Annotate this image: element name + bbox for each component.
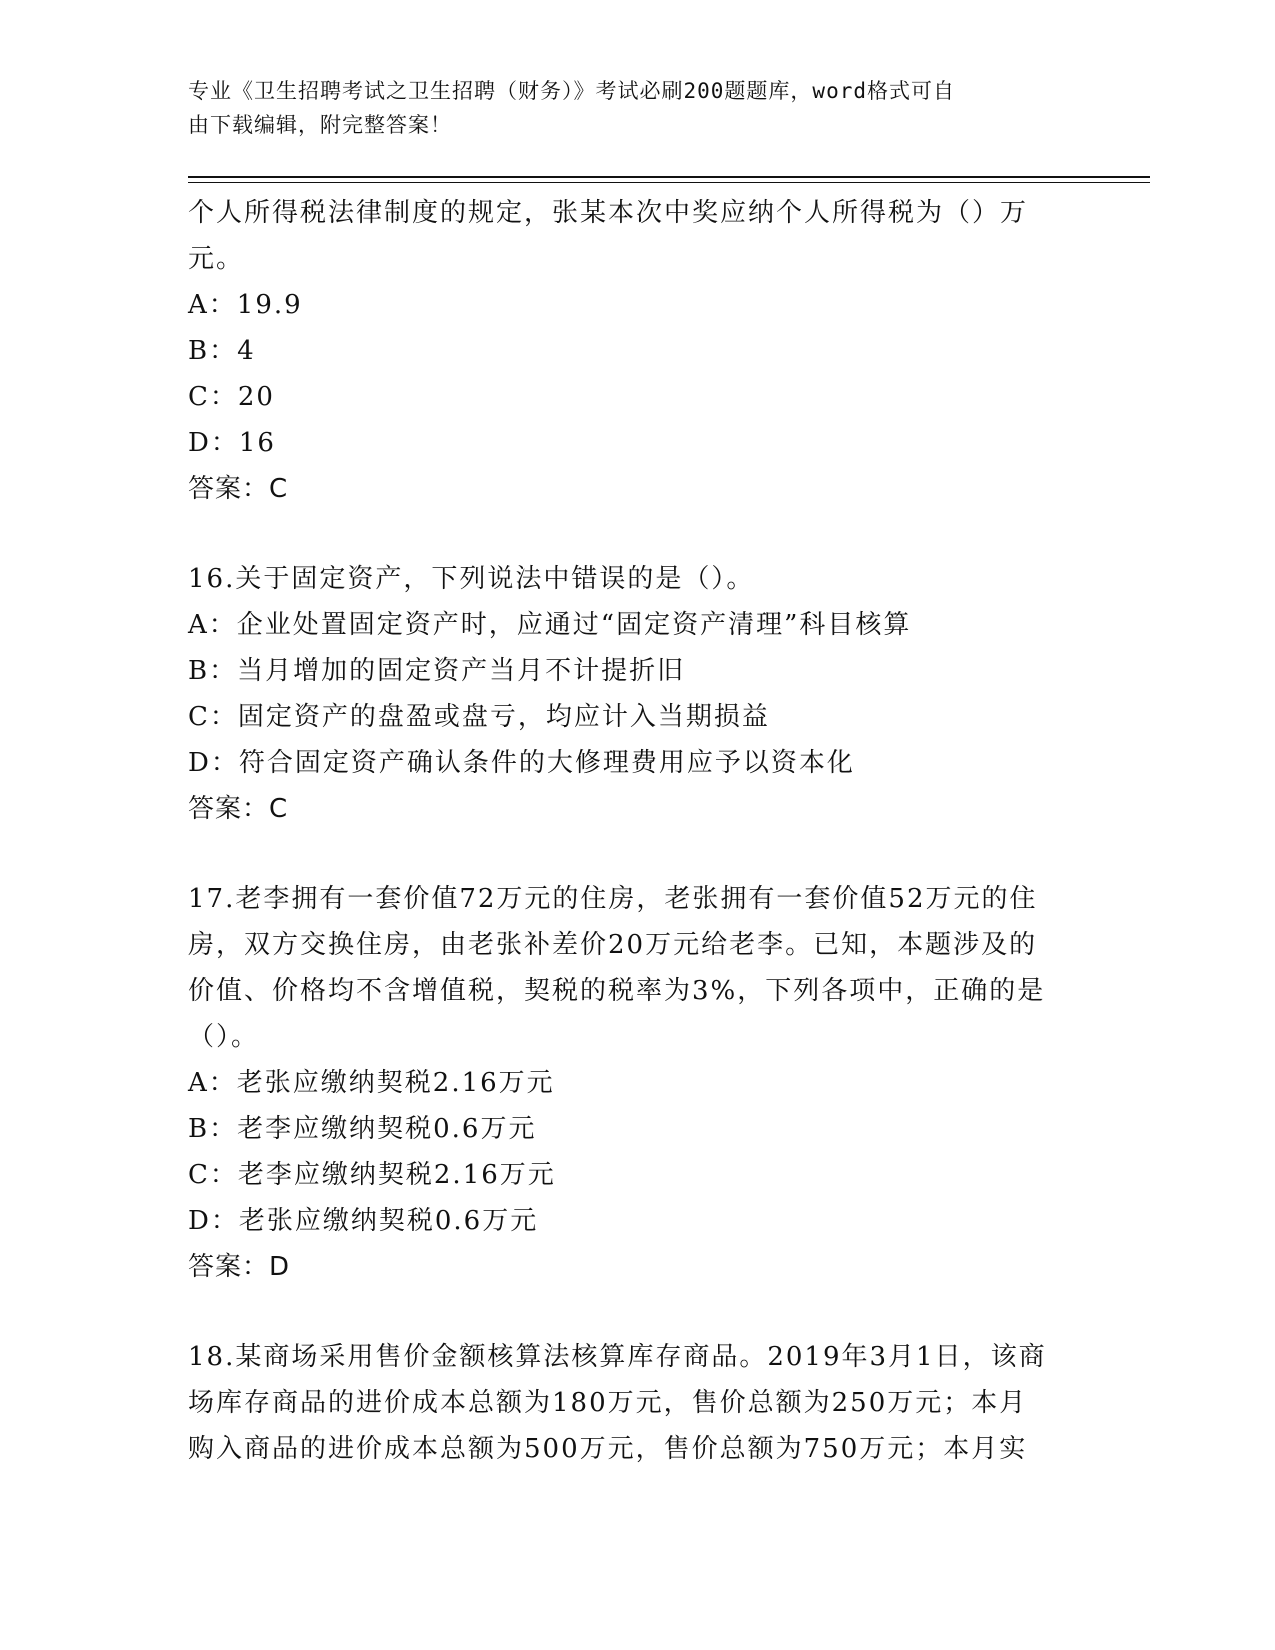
question-text-line: 场库存商品的进价成本总额为180万元，售价总额为250万元；本月 bbox=[188, 1388, 1028, 1418]
option-c: C：老李应缴纳契税2.16万元 bbox=[188, 1160, 556, 1190]
answer-line: 答案：D bbox=[188, 1252, 291, 1282]
header-divider-thin bbox=[188, 182, 1150, 183]
answer-line: 答案：C bbox=[188, 794, 289, 824]
question-text-line: 16.关于固定资产，下列说法中错误的是（）。 bbox=[188, 564, 755, 594]
question-text-line: 购入商品的进价成本总额为500万元，售价总额为750万元；本月实 bbox=[188, 1434, 1028, 1464]
option-a: A：老张应缴纳契税2.16万元 bbox=[188, 1068, 555, 1098]
option-a: A：19.9 bbox=[188, 290, 303, 320]
option-c: C：20 bbox=[188, 382, 275, 412]
question-text-line: （）。 bbox=[188, 1022, 260, 1052]
question-spacer bbox=[188, 512, 1088, 556]
question-text-line: 17.老李拥有一套价值72万元的住房，老张拥有一套价值52万元的住 bbox=[188, 884, 1038, 914]
question-16 bbox=[188, 556, 1088, 832]
answer-line: 答案：C bbox=[188, 474, 289, 504]
document-header bbox=[188, 74, 1088, 142]
option-b: B：4 bbox=[188, 336, 256, 366]
question-text-line: 18.某商场采用售价金额核算法核算库存商品。2019年3月1日，该商 bbox=[188, 1342, 1047, 1372]
option-b: B：当月增加的固定资产当月不计提折旧 bbox=[188, 656, 686, 686]
question-text-line: 个人所得税法律制度的规定，张某本次中奖应纳个人所得税为（）万 bbox=[188, 198, 1029, 228]
question-15-tail bbox=[188, 190, 1088, 512]
header-line-2: 由下载编辑，附完整答案！ bbox=[188, 113, 452, 137]
question-spacer bbox=[188, 832, 1088, 876]
header-divider-thick bbox=[188, 176, 1150, 178]
question-text-line: 元。 bbox=[188, 244, 245, 274]
option-d: D：16 bbox=[188, 428, 276, 458]
header-line-1: 专业《卫生招聘考试之卫生招聘（财务）》考试必刷200题题库，word格式可自 bbox=[188, 79, 955, 103]
question-content bbox=[188, 190, 1088, 1472]
question-18 bbox=[188, 1334, 1088, 1472]
option-a: A：企业处置固定资产时，应通过“固定资产清理”科目核算 bbox=[188, 610, 912, 640]
question-17 bbox=[188, 876, 1088, 1290]
option-c: C：固定资产的盘盈或盘亏，均应计入当期损益 bbox=[188, 702, 770, 732]
question-text-line: 价值、价格均不含增值税，契税的税率为3%，下列各项中，正确的是 bbox=[188, 976, 1046, 1006]
option-d: D：符合固定资产确认条件的大修理费用应予以资本化 bbox=[188, 748, 855, 778]
question-text-line: 房，双方交换住房，由老张补差价20万元给老李。已知，本题涉及的 bbox=[188, 930, 1038, 960]
question-spacer bbox=[188, 1290, 1088, 1334]
option-d: D：老张应缴纳契税0.6万元 bbox=[188, 1206, 539, 1236]
option-b: B：老李应缴纳契税0.6万元 bbox=[188, 1114, 537, 1144]
